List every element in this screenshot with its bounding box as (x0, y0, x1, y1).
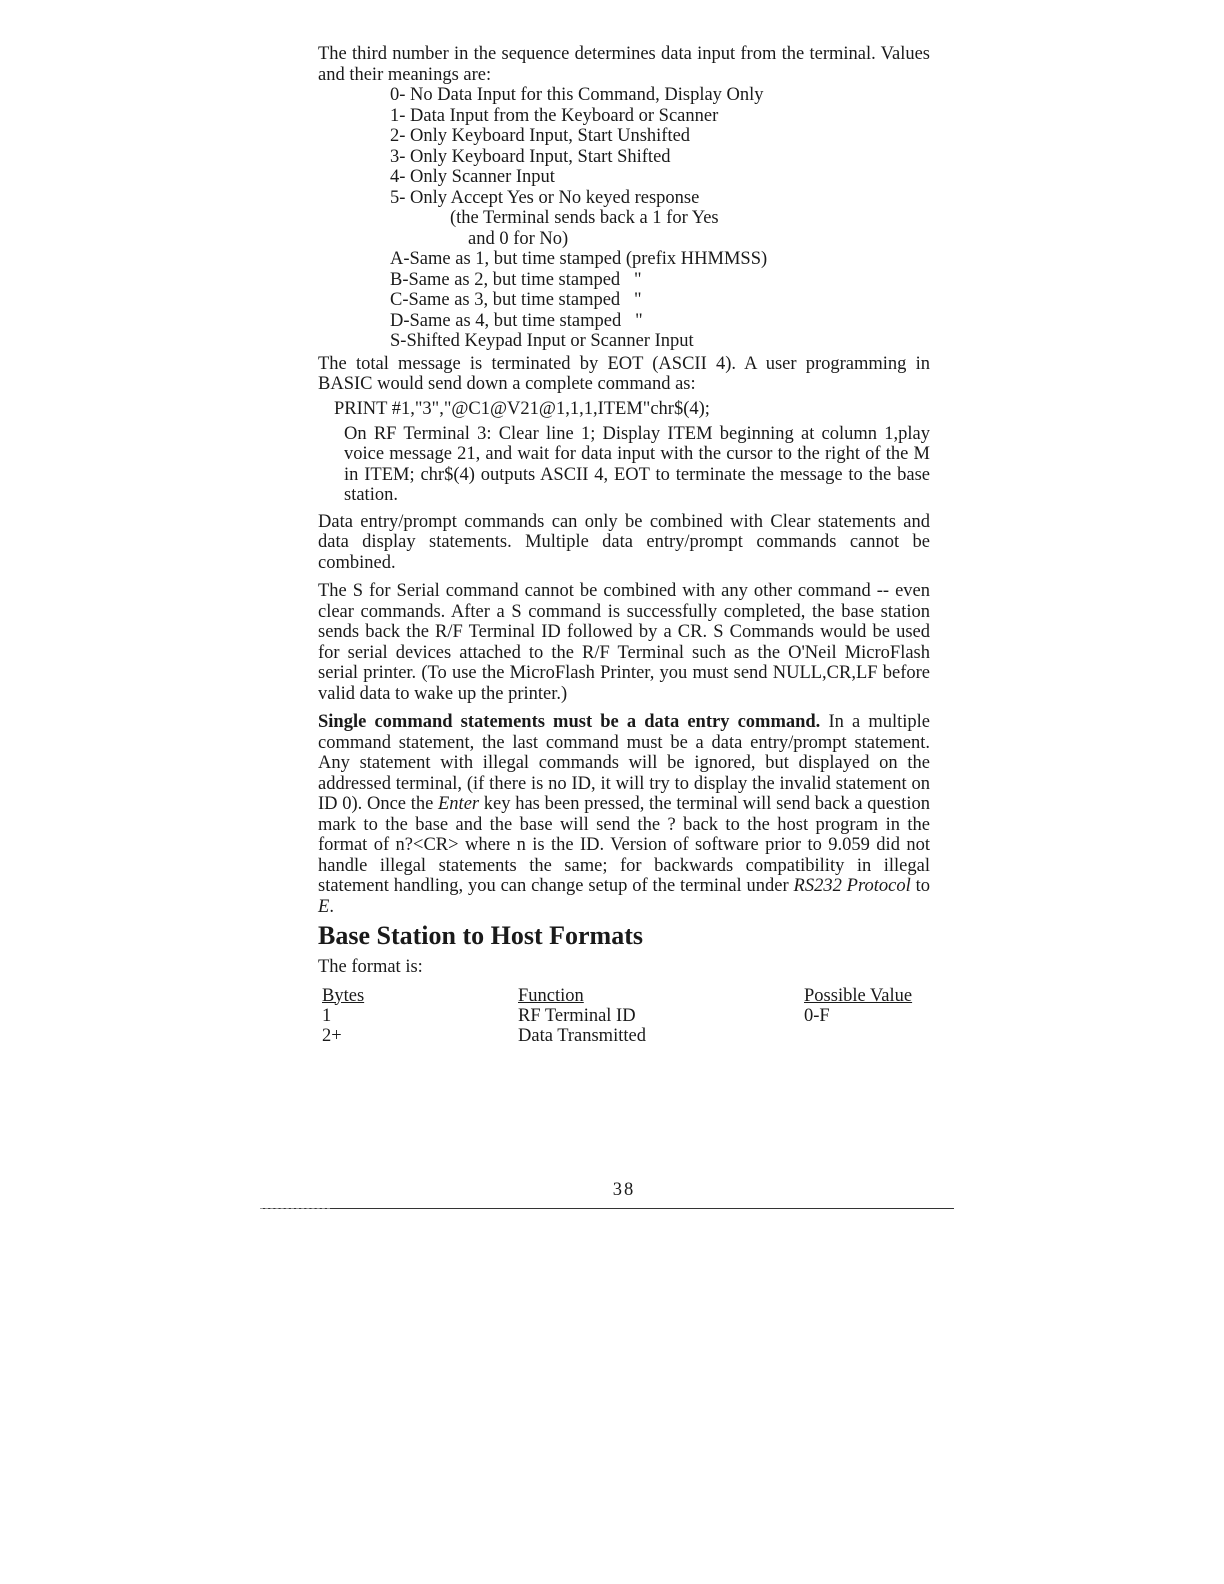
basic-command-example: PRINT #1,"3","@C1@V21@1,1,1,ITEM"chr$(4); (334, 398, 710, 419)
rs232-protocol-term: RS232 Protocol (793, 876, 911, 896)
list-item: A-Same as 1, but time stamped (prefix HHMMSS) (390, 249, 768, 269)
bottom-divider-faint (260, 1208, 330, 1209)
protocol-e-term: E (318, 896, 330, 917)
table-cell (804, 1026, 930, 1046)
command-explanation: On RF Terminal 3: Clear line 1; Display ITEM beginning at column 1,play voice message 21, and wait for data input with the cursor to the right of the M in ITEM; chr$(4) outputs ASCII 4, EOT to terminate the message to the base station. (344, 423, 930, 505)
paragraph-text: In a multiple command statement, the last command must be a data entry/prompt statement. Any statement with illegal commands will be ignored, but displayed on the addressed terminal, (if there is no ID, it will try to display the invalid statement on ID 0). Once the (318, 712, 930, 814)
timestamped-values-list (318, 249, 930, 352)
yes-no-note (318, 208, 930, 249)
single-command-paragraph (318, 712, 930, 917)
list-item: (the Terminal sends back a 1 for Yes (450, 208, 719, 228)
paragraph-text: key has been pressed, the terminal will send back a question mark to the base and the base will send the ? back to the host program in the format of n?<CR> where n is the ID. Version of software prior to 9.059 did not handle illegal statements the same; for backwards compatibility in illegal statement handling, you can change setup of the terminal under (318, 794, 930, 896)
table-cell: Data Transmitted (518, 1025, 646, 1046)
list-item: D-Same as 4, but time stamped " (390, 310, 643, 331)
input-values-list (318, 85, 930, 208)
section-heading: Base Station to Host Formats (318, 921, 643, 950)
table-row (318, 1006, 930, 1026)
manual-page (318, 44, 930, 1200)
list-item: 3- Only Keyboard Input, Start Shifted (390, 146, 671, 167)
format-intro: The format is: (318, 957, 423, 977)
list-item: S-Shifted Keypad Input or Scanner Input (390, 331, 694, 351)
enter-key-term: Enter (438, 794, 480, 814)
paragraph-text: to (910, 876, 930, 896)
table-cell: 2+ (322, 1025, 342, 1046)
column-header-bytes: Bytes (322, 985, 365, 1006)
list-item: 0- No Data Input for this Command, Display Only (390, 85, 764, 105)
list-item: 5- Only Accept Yes or No keyed response (390, 187, 700, 208)
bottom-divider (260, 1208, 954, 1209)
list-item: 2- Only Keyboard Input, Start Unshifted (390, 126, 691, 146)
list-item: 1- Data Input from the Keyboard or Scanner (390, 105, 719, 126)
termination-paragraph: The total message is terminated by EOT (ASCII 4). A user programming in BASIC would send down a complete command as: (318, 353, 930, 394)
table-row (318, 1026, 930, 1046)
single-command-emphasis: Single command statements must be a data entry command. (318, 712, 821, 732)
column-header-function: Function (518, 985, 584, 1006)
column-header-possible-value: Possible Value (804, 985, 913, 1006)
table-cell: 1 (322, 1005, 332, 1026)
intro-paragraph: The third number in the sequence determines data input from the terminal. Values and their meanings are: (318, 44, 930, 85)
data-entry-paragraph: Data entry/prompt commands can only be combined with Clear statements and data display statements. Multiple data entry/prompt commands cannot be combined. (318, 511, 930, 573)
list-item: 4- Only Scanner Input (390, 167, 555, 187)
list-item: C-Same as 3, but time stamped " (390, 290, 642, 310)
paragraph-text: . (329, 896, 334, 917)
table-header-row (318, 986, 930, 1006)
table-cell: RF Terminal ID (518, 1005, 636, 1026)
list-item: B-Same as 2, but time stamped " (390, 269, 642, 290)
serial-paragraph: The S for Serial command cannot be combined with any other command -- even clear commands. After a S command is successfully completed, the base station sends back the R/F Terminal ID followed by a CR. S Commands would be used for serial devices attached to the R/F Terminal such as the O'Neil MicroFlash serial printer. (To use the MicroFlash Printer, you must send NULL,CR,LF before valid data to wake up the printer.) (318, 581, 930, 704)
table-cell: 0-F (804, 1005, 830, 1026)
page-number: 38 (612, 1180, 636, 1200)
format-table (318, 986, 930, 1046)
list-item: and 0 for No) (468, 228, 569, 249)
